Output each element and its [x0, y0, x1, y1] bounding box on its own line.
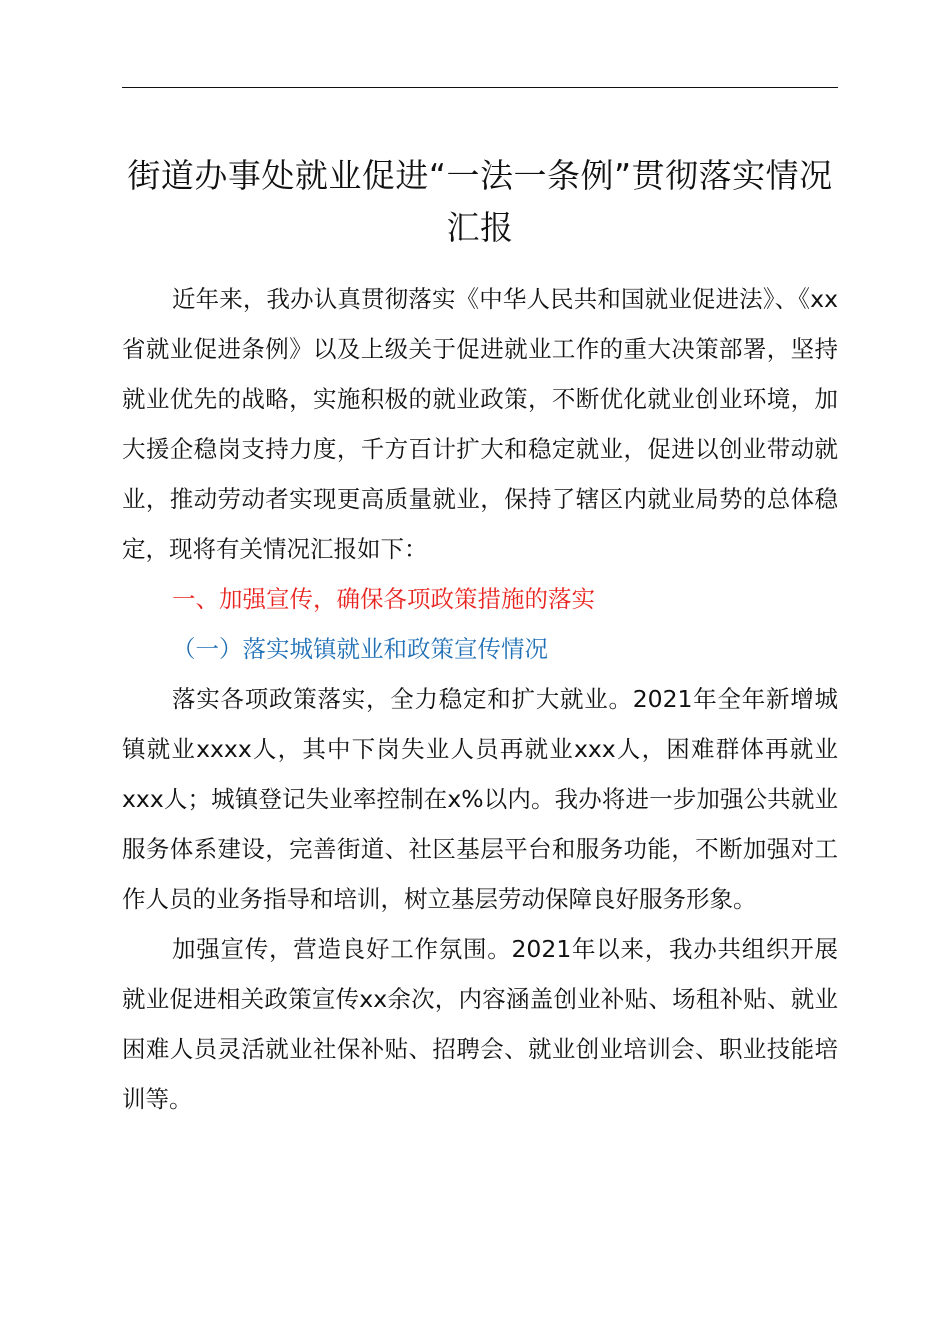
intro-paragraph: 近年来，我办认真贯彻落实《中华人民共和国就业促进法》、《xx省就业促进条例》以及上级关于促进就业工作的重大决策部署，坚持就业优先的战略，实施积极的就业政策，不断优化就业创业环境，加大援企稳岗支持力度，千方百计扩大和稳定就业，促进以创业带动就业，推动劳动者实现更高质量就业，保持了辖区内就业局势的总体稳定，现将有关情况汇报如下： [122, 285, 838, 563]
document-title: 街道办事处就业促进“一法一条例”贯彻落实情况汇报 [127, 156, 833, 247]
document-body [122, 274, 838, 1124]
subsection-heading-1: （一）落实城镇就业和政策宣传情况 [172, 635, 548, 663]
header-rule [122, 87, 838, 88]
body-paragraph-2: 加强宣传，营造良好工作氛围。2021年以来，我办共组织开展就业促进相关政策宣传xx余次，内容涵盖创业补贴、场租补贴、就业困难人员灵活就业社保补贴、招聘会、就业创业培训会、职业技能培训等。 [122, 935, 838, 1113]
body-paragraph-1: 落实各项政策落实，全力稳定和扩大就业。2021年全年新增城镇就业xxxx人，其中下岗失业人员再就业xxx人，困难群体再就业xxx人；城镇登记失业率控制在x%以内。我办将进一步加强公共就业服务体系建设，完善街道、社区基层平台和服务功能，不断加强对工作人员的业务指导和培训，树立基层劳动保障良好服务形象。 [122, 685, 838, 913]
section-heading-1: 一、加强宣传，确保各项政策措施的落实 [172, 585, 595, 613]
